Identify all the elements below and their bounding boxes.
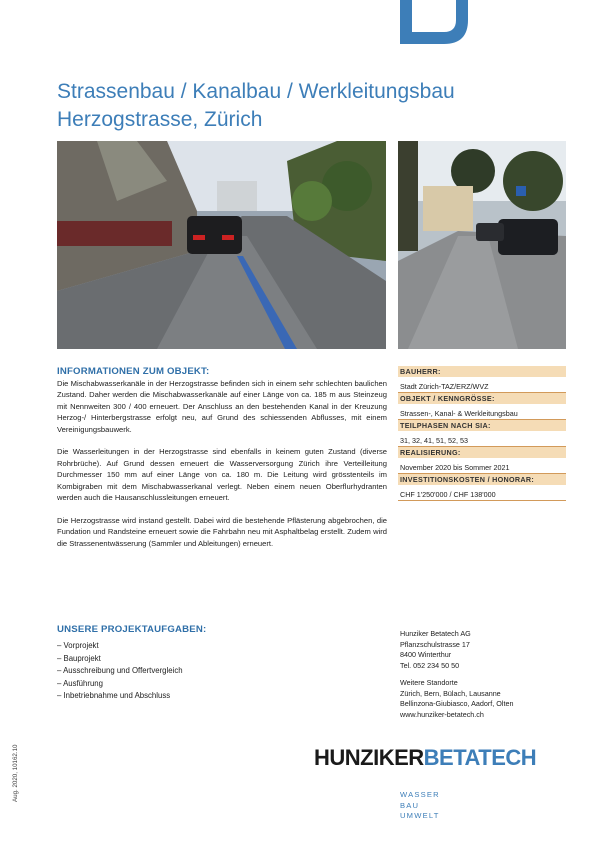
- info-body: [57, 378, 387, 560]
- facts-value: November 2020 bis Sommer 2021: [398, 462, 566, 474]
- document-reference: Aug. 2020, 10162.10: [12, 744, 19, 802]
- phone-number: Tel. 052 234 50 50: [400, 661, 460, 671]
- contact-block: [400, 629, 570, 721]
- info-paragraph: Die Herzogstrasse wird instand gestellt. Dabei wird die bestehende Pflästerung abgebrochen, die Fundation und Randsteine erneuert sowie die Fahrbahn neu mit Asphaltbelag erstellt. Zudem wird die Strassenentwässerung (Sammler und Ableitungen) erneuert.: [57, 515, 387, 548]
- logo-text-hunziker: HUNZIKER: [314, 745, 424, 770]
- facts-label: INVESTITIONSKOSTEN / HONORAR:: [398, 474, 566, 485]
- list-item: – Bauprojekt: [57, 653, 101, 663]
- list-item: – Vorprojekt: [57, 641, 99, 650]
- info-paragraph: Die Mischabwasserkanäle in der Herzogstrasse befinden sich in einem sehr schlechten baulichen Zustand. Daher werden die Mischabwasserkanäle auf einer Länge von ca. 185 m aus Steinzeug mit Nennweiten 300 / 400 erneuert. Der Anschluss an den bestehenden Kanal in der Kreuzung Herzog-/ Hinterbergstrasse erfolgt neu, auf Grund des schiessenden Abflusses, mit einem Vereinigungsbauwerk.: [57, 379, 387, 434]
- page-title: Strassenbau / Kanalbau / Werkleitungsbau: [57, 80, 455, 103]
- facts-value: Stadt Zürich-TAZ/ERZ/WVZ: [398, 381, 566, 393]
- tagline-word: UMWELT: [400, 811, 440, 821]
- info-heading: INFORMATIONEN ZUM OBJEKT:: [57, 366, 210, 377]
- facts-value: CHF 1'250'000 / CHF 138'000: [398, 489, 566, 501]
- street-photo-main: [57, 141, 386, 349]
- website-link[interactable]: www.hunziker-betatech.ch: [400, 709, 484, 719]
- facts-label: OBJEKT / KENNGRÖSSE:: [398, 393, 566, 404]
- project-facts-table: [398, 366, 566, 501]
- address-street: Pflanzschulstrasse 17: [400, 639, 470, 649]
- list-item: – Ausschreibung und Offertvergleich: [57, 666, 183, 675]
- tagline-word: BAU: [400, 800, 420, 810]
- tagline-word: WASSER: [400, 790, 440, 799]
- facts-value: 31, 32, 41, 51, 52, 53: [398, 435, 566, 447]
- list-item: – Ausführung: [57, 678, 103, 688]
- facts-label: BAUHERR:: [398, 366, 566, 377]
- street-photo-side: [398, 141, 566, 349]
- tasks-list: [57, 640, 357, 703]
- list-item: – Inbetriebnahme und Abschluss: [57, 691, 171, 700]
- facts-value: Strassen-, Kanal- & Werkleitungsbau: [398, 408, 566, 420]
- brand-mark-icon: [400, 0, 468, 44]
- facts-label: REALISIERUNG:: [398, 447, 566, 458]
- page-subtitle: Herzogstrasse, Zürich: [57, 108, 263, 131]
- facts-label: TEILPHASEN NACH SIA:: [398, 420, 566, 431]
- logo-text-betatech: BETATECH: [423, 745, 537, 770]
- info-paragraph: Die Wasserleitungen in der Herzogstrasse sind ebenfalls in keinem guten Zustand (diverse Rohrbrüche). Auf Grund dessen erneuert die Wasserversorgung Zürich ihre Verteilleitung Durchmesser 150 mm auf einer Länge von ca. 180 m. Die Leitung wird grösstenteils im Kombigraben mit dem Mischabwasserkanal verlegt. Neben einem neuen Oberflurhydranten werden auch die Hausanschlussleitungen erneuert.: [57, 447, 387, 503]
- tasks-heading: UNSERE PROJEKTAUFGABEN:: [57, 624, 207, 635]
- company-name: Hunziker Betatech AG: [400, 629, 471, 638]
- locations-heading: Weitere Standorte: [400, 677, 458, 687]
- address-city: 8400 Winterthur: [400, 650, 452, 660]
- locations-line: Zürich, Bern, Bülach, Lausanne: [400, 688, 501, 698]
- brand-tagline: [400, 790, 440, 822]
- locations-line: Bellinzona-Giubiasco, Aadorf, Olten: [400, 699, 514, 709]
- company-logo: [314, 745, 536, 771]
